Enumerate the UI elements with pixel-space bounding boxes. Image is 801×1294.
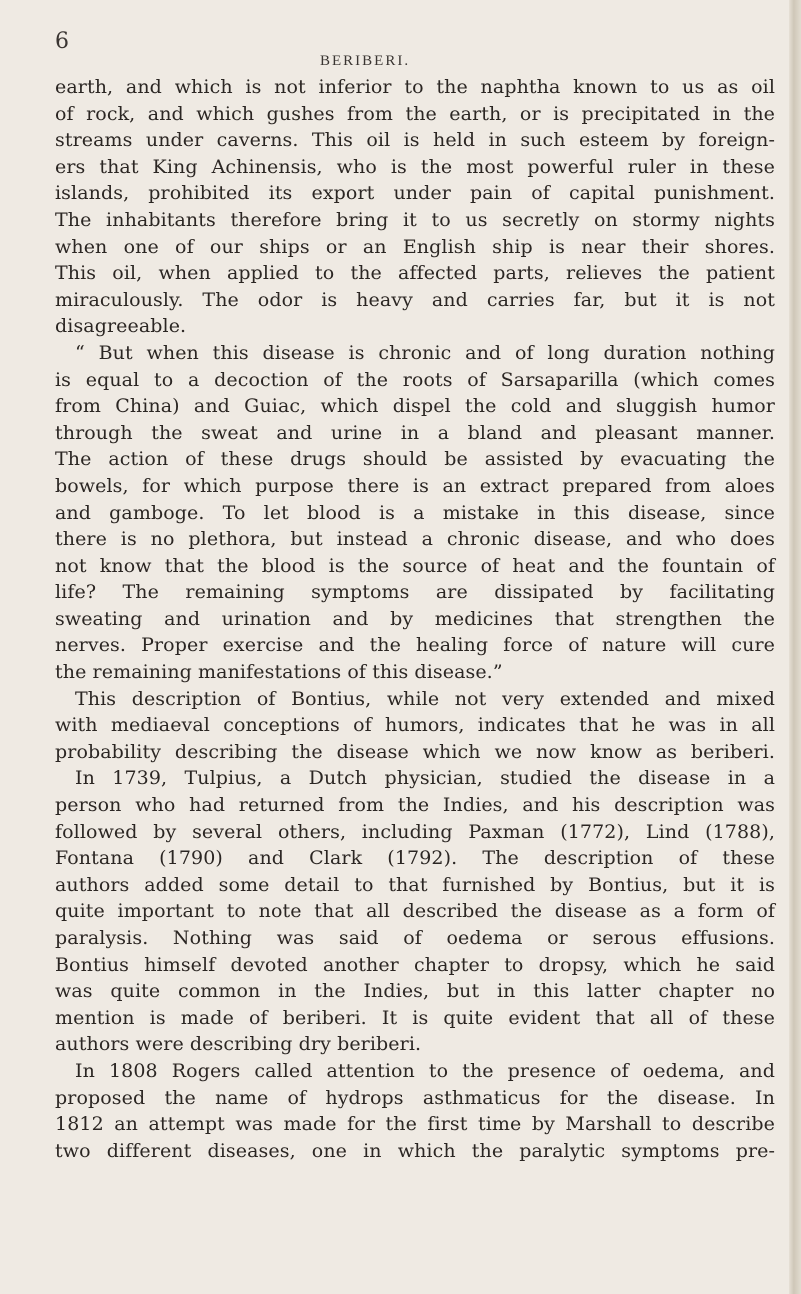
text-line: “ But when this disease is chronic and of long duration nothing <box>75 341 775 364</box>
text-line: In 1739, Tulpius, a Dutch physician, studied the disease in a <box>75 767 775 790</box>
text-line: authors added some detail to that furnished by Bontius, but it is <box>55 873 775 896</box>
text-line: miraculously. The odor is heavy and carries far, but it is not <box>55 288 775 311</box>
text-line: The action of these drugs should be assisted by evacuating the <box>55 448 775 471</box>
text-line: the remaining manifestations of this disease.” <box>55 661 503 684</box>
text-line: This description of Bontius, while not very extended and mixed <box>75 687 775 710</box>
text-line: not know that the blood is the source of heat and the fountain of <box>55 554 775 577</box>
text-line: through the sweat and urine in a bland and pleasant manner. <box>55 421 775 444</box>
text-line: bowels, for which purpose there is an extract prepared from aloes <box>55 474 775 497</box>
text-line: The inhabitants therefore bring it to us secretly on stormy nights <box>55 208 775 231</box>
text-line: 1812 an attempt was made for the first time by Marshall to describe <box>55 1113 775 1136</box>
text-line: and gamboge. To let blood is a mistake in this disease, since <box>55 501 775 524</box>
running-head: BERIBERI. <box>320 53 411 69</box>
text-line: proposed the name of hydrops asthmaticus for the disease. In <box>55 1086 775 1109</box>
text-line: mention is made of beriberi. It is quite evident that all of these <box>55 1006 775 1029</box>
text-line: islands, prohibited its export under pain of capital punishment. <box>55 182 775 205</box>
text-line: nerves. Proper exercise and the healing force of nature will cure <box>55 634 775 657</box>
text-line: disagreeable. <box>55 315 187 338</box>
body-text <box>55 74 775 1164</box>
text-line: there is no plethora, but instead a chronic disease, and who does <box>55 528 775 551</box>
text-line: earth, and which is not inferior to the naphtha known to us as oil <box>55 76 775 98</box>
text-line: Fontana (1790) and Clark (1792). The description of these <box>55 847 775 870</box>
text-line: two different diseases, one in which the paralytic symptoms pre- <box>55 1139 775 1162</box>
text-line: of rock, and which gushes from the earth, or is precipitated in the <box>55 102 775 125</box>
text-line: streams under caverns. This oil is held in such esteem by foreign- <box>55 129 775 152</box>
text-line: probability describing the disease which we now know as beriberi. <box>55 740 775 763</box>
text-line: with mediaeval conceptions of humors, indicates that he was in all <box>55 714 775 737</box>
text-line: authors were describing dry beriberi. <box>55 1033 422 1056</box>
text-line: was quite common in the Indies, but in this latter chapter no <box>55 980 775 1003</box>
text-line: person who had returned from the Indies, and his description was <box>55 794 775 817</box>
text-line: This oil, when applied to the affected parts, relieves the patient <box>55 262 775 285</box>
text-line: ers that King Achinensis, who is the most powerful ruler in these <box>55 155 775 178</box>
page-number: 6 <box>55 29 69 54</box>
text-line: In 1808 Rogers called attention to the presence of oedema, and <box>75 1059 775 1082</box>
text-line: quite important to note that all described the disease as a form of <box>55 900 775 923</box>
text-line: paralysis. Nothing was said of oedema or serous effusions. <box>55 927 775 949</box>
text-line: when one of our ships or an English ship is near their shores. <box>55 235 775 258</box>
text-line: life? The remaining symptoms are dissipated by facilitating <box>55 581 775 604</box>
page-edge <box>789 0 801 1294</box>
text-line: from China) and Guiac, which dispel the cold and sluggish humor <box>55 395 775 418</box>
text-line: sweating and urination and by medicines that strengthen the <box>55 607 775 630</box>
text-line: Bontius himself devoted another chapter to dropsy, which he said <box>55 953 775 976</box>
text-line: followed by several others, including Paxman (1772), Lind (1788), <box>55 820 775 843</box>
text-line: is equal to a decoction of the roots of Sarsaparilla (which comes <box>55 368 775 391</box>
